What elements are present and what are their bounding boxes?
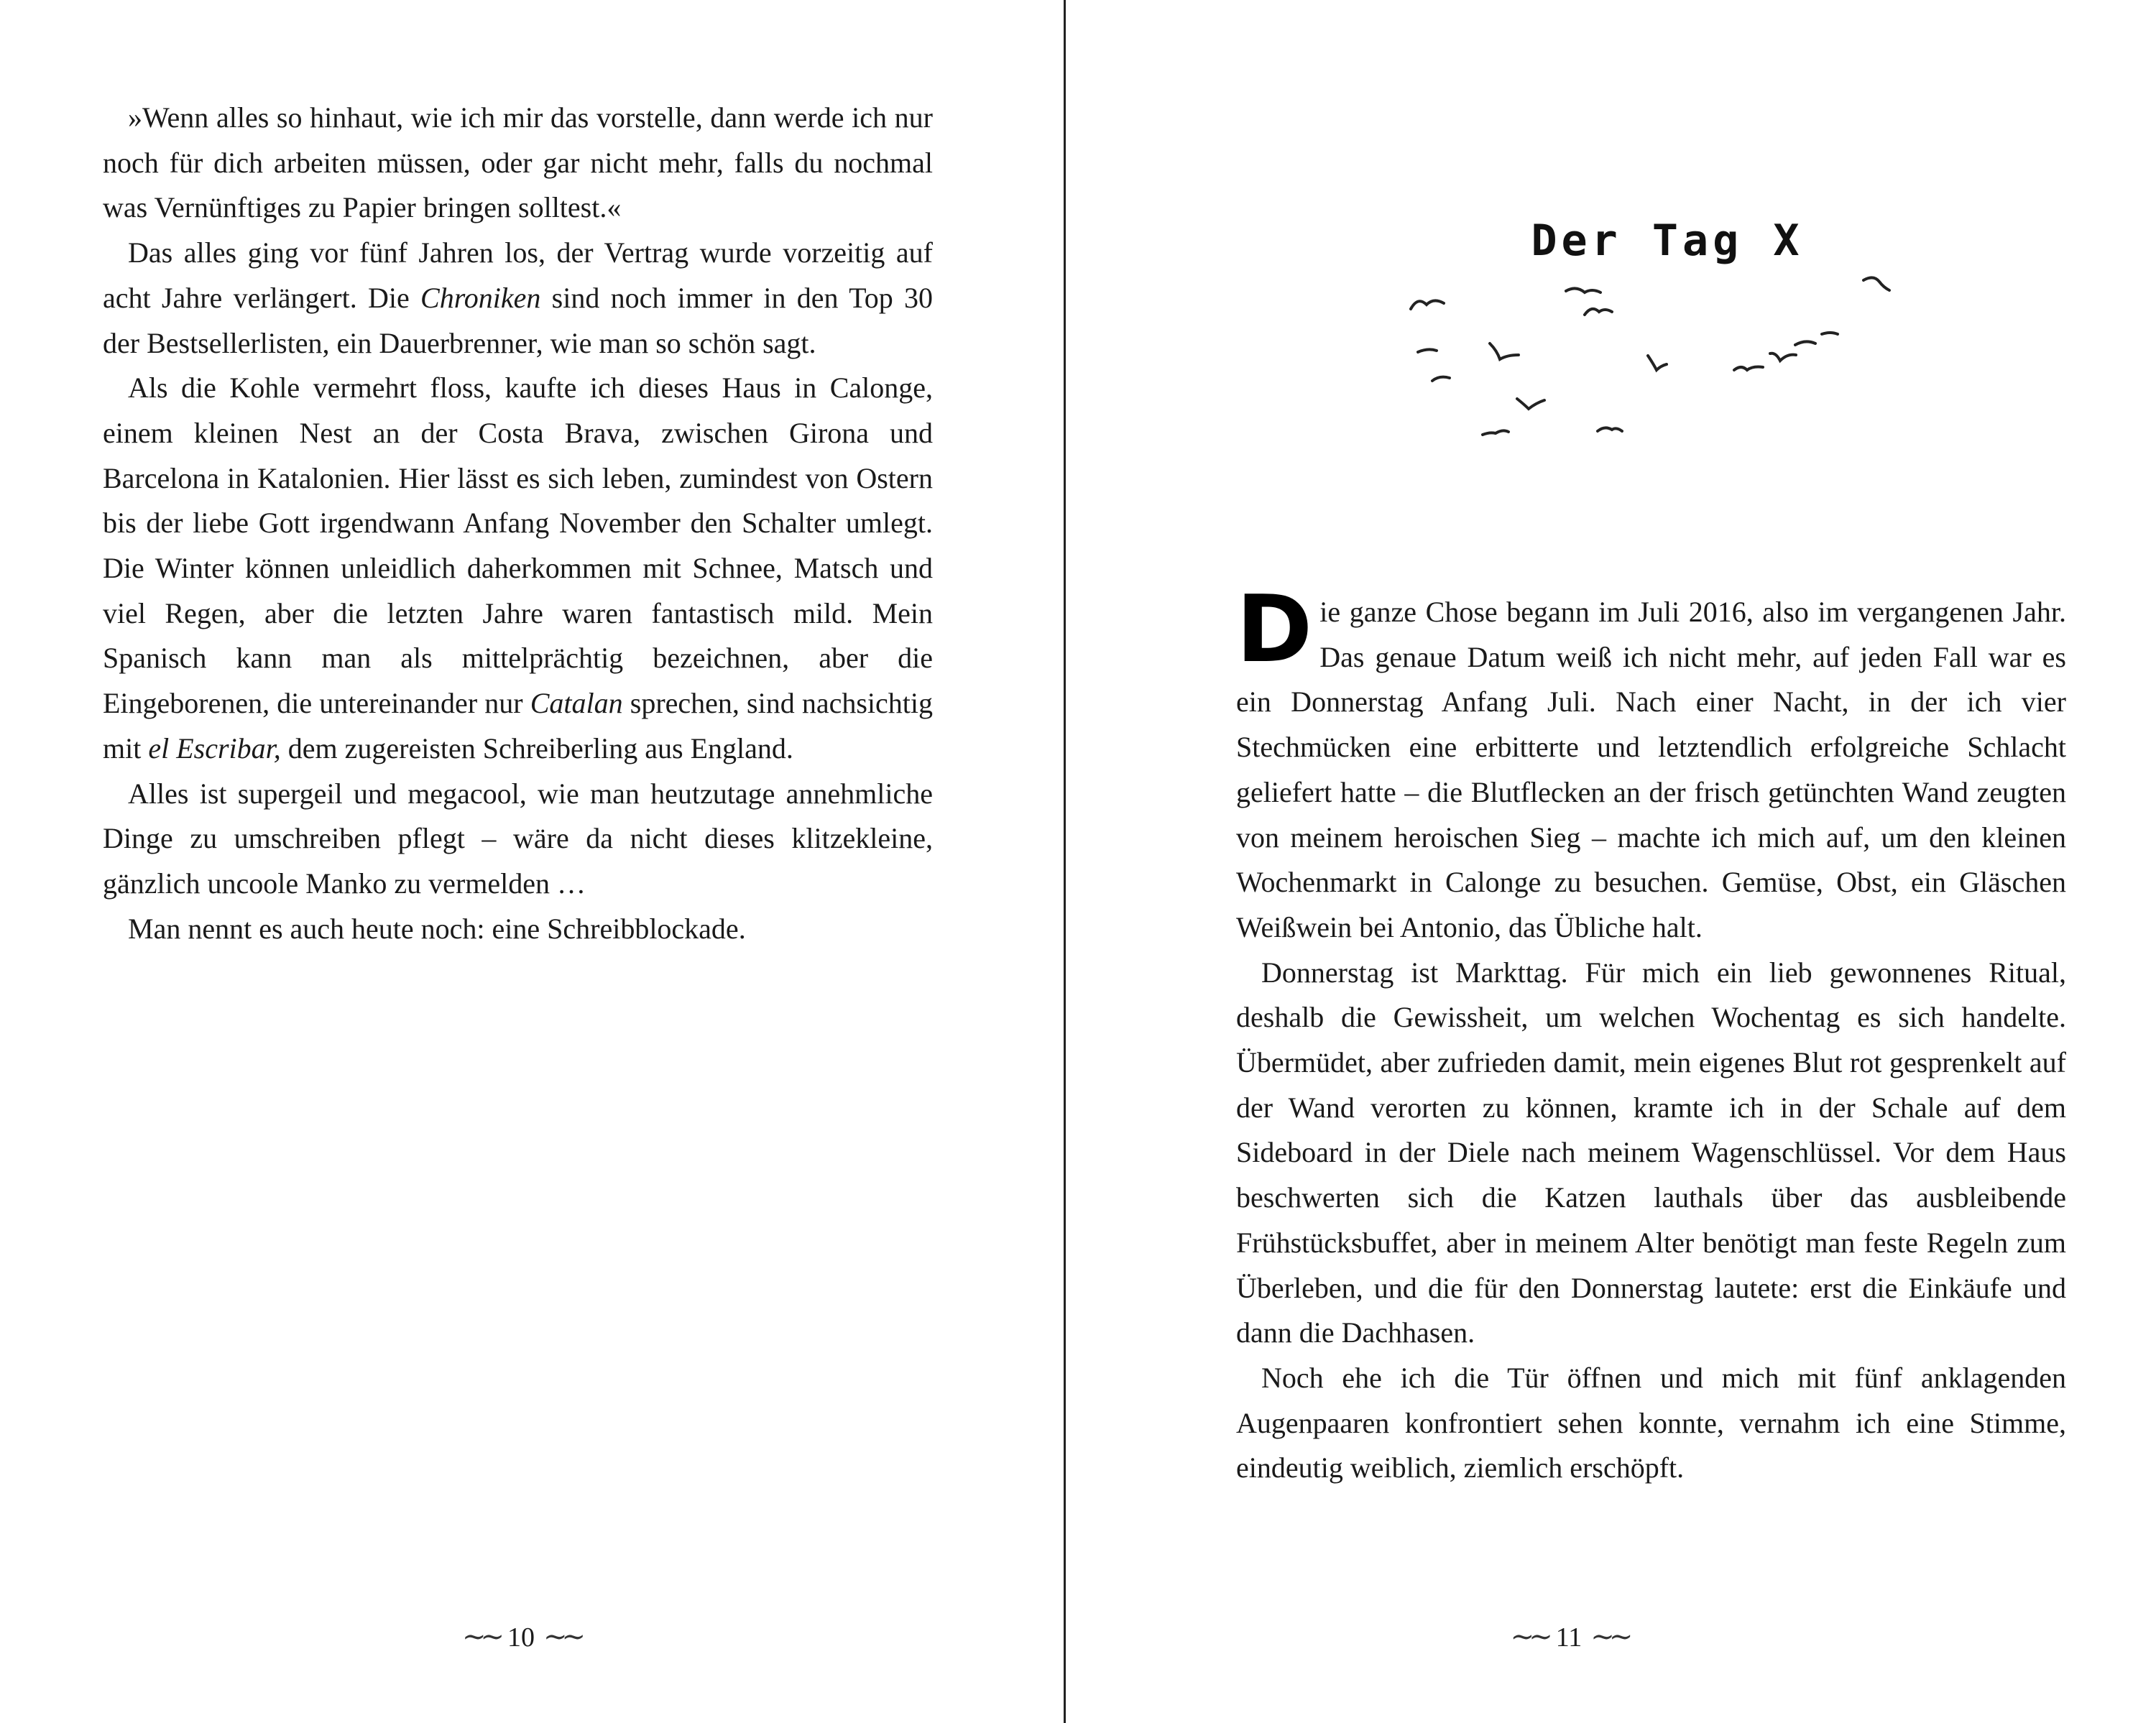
left-page bbox=[0, 0, 1064, 1723]
text-run: Noch ehe ich die Tür öffnen und mich mit fünf anklagenden Augenpaaren konfrontiert sehen konnte, vernahm ich eine Stimme, eindeutig weiblich, ziemlich erschöpft. bbox=[1236, 1361, 2066, 1484]
tilde-swash-icon: ∼∼ bbox=[1510, 1620, 1547, 1653]
text-run: »Wenn alles so hinhaut, wie ich mir das vorstelle, dann werde ich nur noch für dich arbeiten müssen, oder gar nicht mehr, falls du nochmal was Vernünftiges zu Papier bringen solltest.« bbox=[103, 101, 933, 224]
page-number: 11 bbox=[1555, 1622, 1583, 1653]
text-run: Man nennt es auch heute noch: eine Schreibblockade. bbox=[128, 912, 746, 945]
text-run: Donnerstag ist Markttag. Für mich ein lieb gewonnenes Ritual, deshalb die Gewissheit, um welchen Wochentag es sich handelte. Übermüdet, aber zufrieden damit, mein eigenes Blut rot gesprenkelt auf der Wand verorten zu können, kramte ich in der Schale auf dem Sideboard in der Diele nach meinem Wagenschlüssel. Vor dem Haus beschwerten sich die Katzen lauthals über das ausbleibende Frühstücksbuffet, aber in meinem Alter benötigt man feste Regeln zum Überleben, und die für den Donnerstag lautete: erst die Einkäufe und dann die Dachhasen. bbox=[1236, 956, 2066, 1349]
paragraph bbox=[103, 907, 933, 952]
italic-text: el Escribar, bbox=[148, 731, 281, 765]
paragraph bbox=[103, 366, 933, 771]
tilde-swash-icon: ∼∼ bbox=[461, 1620, 499, 1653]
left-page-body bbox=[103, 96, 933, 951]
text-run: ie ganze Chose begann im Juli 2016, also im vergangenen Jahr. Das genaue Datum weiß ich nicht mehr, auf jeden Fall war es ein Donnerstag Anfang Juli. Nach einer Nacht, in der ich vier Stechmücken eine erbitterte und letztendlich erfolgreiche Schlacht geliefert hatte – die Blutflecken an der frisch getünchten Wand zeugten von meinem heroischen Sieg – machte ich mich auf, um den kleinen Wochenmarkt in Calonge zu besuchen. Gemüse, Obst, ein Gläschen Weißwein bei Antonio, das Übliche halt. bbox=[1236, 596, 2066, 943]
chapter-title: Der Tag X bbox=[1531, 216, 1804, 266]
right-page bbox=[1066, 0, 2156, 1723]
paragraph bbox=[103, 772, 933, 907]
drop-cap: D bbox=[1236, 576, 1313, 683]
tilde-swash-icon: ∼∼ bbox=[543, 1620, 581, 1653]
italic-text: Chroniken bbox=[420, 281, 541, 314]
right-page-folio bbox=[1425, 1620, 1713, 1653]
paragraph bbox=[1236, 1356, 2066, 1491]
left-page-folio bbox=[377, 1620, 665, 1653]
page-number: 10 bbox=[507, 1622, 535, 1653]
paragraph bbox=[103, 96, 933, 231]
text-run: Das alles ging vor fünf Jahren los, der Vertrag wurde vorzeitig auf acht Jahre verlängert. Die bbox=[103, 236, 933, 314]
paragraph bbox=[1236, 576, 2066, 951]
text-run: sind noch immer in den Top 30 der Bestsellerlisten, ein Dauerbrenner, wie man so schön sagt. bbox=[103, 281, 933, 359]
text-run: Als die Kohle vermehrt floss, kaufte ich dieses Haus in Calonge, einem kleinen Nest an der Costa Brava, zwischen Girona und Barcelona in Katalonien. Hier lässt es sich leben, zumindest von Ostern bis der liebe Gott irgendwann Anfang November den Schalter umlegt. Die Winter können unleidlich daherkommen mit Schnee, Matsch und viel Regen, aber die letzten Jahre waren fantastisch mild. Mein Spanisch kann man als mittelprächtig bezeichnen, aber die Eingeborenen, die untereinander nur bbox=[103, 371, 933, 720]
paragraph bbox=[1236, 951, 2066, 1356]
paragraph bbox=[103, 231, 933, 366]
text-run: Alles ist supergeil und megacool, wie man heutzutage annehmliche Dinge zu umschreiben pflegt – wäre da nicht dieses klitzekleine, gänzlich uncoole Manko zu vermelden … bbox=[103, 777, 933, 900]
text-run: dem zugereisten Schreiberling aus England. bbox=[280, 731, 793, 765]
text-run: sprechen, sind nachsichtig mit bbox=[103, 687, 934, 765]
italic-text: Catalan bbox=[530, 687, 623, 720]
right-page-body bbox=[1236, 576, 2066, 1491]
flying-birds-icon bbox=[1396, 259, 1914, 460]
tilde-swash-icon: ∼∼ bbox=[1590, 1620, 1628, 1653]
